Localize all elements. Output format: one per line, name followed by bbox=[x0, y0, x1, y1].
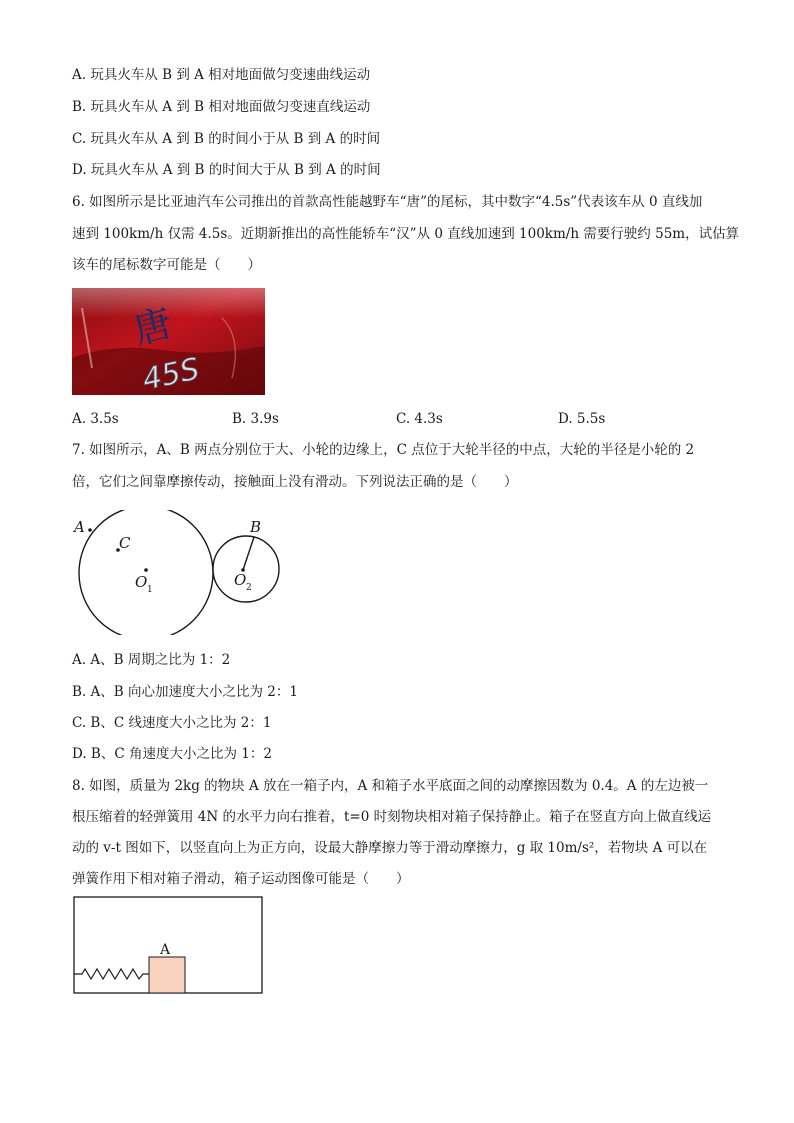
q8-stem-line-3: 动的 v-t 图如下，以竖直向上为正方向，设最大静摩擦力等于滑动摩擦力，g 取 10m/s²，若物块 A 可以在 bbox=[72, 840, 708, 856]
car-badge-image bbox=[72, 288, 265, 395]
q5-option-c: C. 玩具火车从 A 到 B 的时间小于从 B 到 A 的时间 bbox=[72, 131, 381, 147]
q6-stem-line-2: 速到 100km/h 仅需 4.5s。近期新推出的高性能轿车“汉”从 0 直线加速到 100km/h 需要行驶约 55m，试估算 bbox=[72, 226, 740, 242]
label-o1-subscript: 1 bbox=[147, 585, 153, 595]
small-wheel-radius bbox=[243, 537, 254, 570]
q6-stem-line-1: 6. 如图所示是比亚迪汽车公司推出的首款高性能越野车“唐”的尾标，其中数字“4.5s”代表该车从 0 直线加 bbox=[72, 194, 703, 210]
box-spring-diagram bbox=[66, 893, 266, 1001]
q8-stem-line-2: 根压缩着的轻弹簧用 4N 的水平力向右推着，t=0 时刻物块相对箱子保持静止。箱子在竖直方向上做直线运 bbox=[72, 809, 712, 825]
q7-option-a: A. A、B 周期之比为 1：2 bbox=[72, 652, 231, 668]
q7-option-b: B. A、B 向心加速度大小之比为 2：1 bbox=[72, 684, 298, 700]
label-o1: O bbox=[135, 573, 148, 591]
badge-number: 45S bbox=[139, 351, 203, 395]
q6-option-c: C. 4.3s bbox=[396, 411, 443, 427]
q7-stem-line-2: 倍，它们之间靠摩擦传动，接触面上没有滑动。下列说法正确的是（ ） bbox=[72, 474, 518, 490]
label-a: A bbox=[74, 518, 85, 536]
center-o1-dot bbox=[144, 568, 148, 572]
label-b: B bbox=[250, 518, 262, 536]
q7-option-c: C. B、C 线速度大小之比为 2：1 bbox=[72, 715, 272, 731]
q5-option-d: D. 玩具火车从 A 到 B 的时间大于从 B 到 A 的时间 bbox=[72, 162, 381, 178]
box-figure bbox=[66, 893, 266, 997]
block-a bbox=[149, 957, 185, 993]
q8-stem-line-1: 8. 如图，质量为 2kg 的物块 A 放在一箱子内，A 和箱子水平底面之间的动摩擦因数为 0.4。A 的左边被一 bbox=[72, 778, 709, 794]
q7-stem-line-1: 7. 如图所示，A、B 两点分别位于大、小轮的边缘上，C 点位于大轮半径的中点，大轮的半径是小轮的 2 bbox=[72, 442, 695, 458]
q5-option-b: B. 玩具火车从 A 到 B 相对地面做匀变速直线运动 bbox=[72, 99, 371, 115]
label-o2-subscript: 2 bbox=[246, 583, 252, 593]
spring bbox=[74, 969, 149, 979]
q6-option-a: A. 3.5s bbox=[72, 411, 119, 427]
q8-stem-line-4: 弹簧作用下相对箱子滑动，箱子运动图像可能是（ ） bbox=[72, 871, 410, 887]
label-c: C bbox=[119, 534, 131, 552]
q6-stem-line-3: 该车的尾标数字可能是（ ） bbox=[72, 257, 261, 273]
q5-option-a: A. 玩具火车从 B 到 A 相对地面做匀变速曲线运动 bbox=[72, 67, 371, 83]
q6-option-b: B. 3.9s bbox=[232, 411, 279, 427]
car-badge-photo bbox=[72, 288, 265, 395]
block-a-label: A bbox=[160, 942, 171, 958]
q6-option-d: D. 5.5s bbox=[558, 411, 606, 427]
badge-chinese-char: 唐 bbox=[128, 300, 177, 353]
wheels-figure bbox=[66, 510, 286, 635]
label-o2: O bbox=[234, 571, 247, 589]
point-a-dot bbox=[88, 528, 92, 532]
wheels-diagram bbox=[66, 510, 286, 639]
q7-option-d: D. B、C 角速度大小之比为 1：2 bbox=[72, 746, 272, 762]
